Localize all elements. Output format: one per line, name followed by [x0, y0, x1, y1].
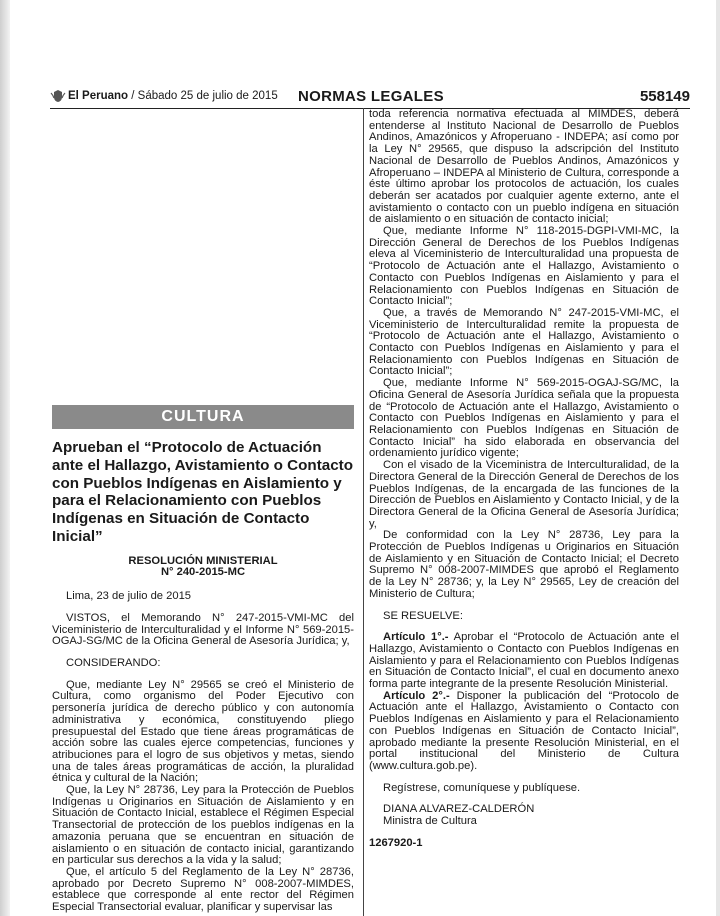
article-1 [369, 632, 679, 691]
section-band-cultura: CULTURA [52, 405, 354, 429]
publication-date: Sábado 25 de julio de 2015 [137, 90, 278, 102]
resolution-type: RESOLUCIÓN MINISTERIAL [128, 554, 278, 567]
page-header [50, 86, 690, 108]
publication-name: El Peruano [68, 90, 129, 102]
vistos-paragraph: VISTOS, el Memorando N° 247-2015-VMI-MC del Viceministerio de Interculturalidad y el Informe N° 569-2015-OGAJ-SG/MC de la Oficina General de Asesoría Jurídica; y, [52, 611, 354, 648]
considerando-paragraph-2: Que, la Ley N° 28736, Ley para la Protección de Pueblos Indígenas u Originarios en Situación de Aislamiento y en Situación de Contacto Inicial, establece el Régimen Especial Transectorial de protección de los pueblos indígenas en la amazonia peruana que se encuentran en situación de aislamiento o en situación de contacto inicial, garantizando en particular sus derechos a la vida y la salud; [52, 784, 354, 867]
article-2-label: Artículo 2°.- [383, 689, 450, 702]
considerando-heading: CONSIDERANDO: [66, 657, 161, 669]
signer-title: Ministra de Cultura [383, 815, 477, 828]
conformidad-paragraph: De conformidad con la Ley N° 28736, Ley para la Protección de Pueblos Indígenas u Originarios en Situación de Aislamiento y en Situación de Contacto Inicial; el Decreto Supremo N° 008-2007-MIMDES que aprobó el Reglamento de la Ley N° 28736; y, la Ley N° 29565, Ley de creación del Ministerio de Cultura; [369, 529, 679, 600]
article-1-label: Artículo 1°.- [383, 631, 449, 644]
considerando-paragraph-5: Que, a través de Memorando N° 247-2015-VMI-MC, el Viceministerio de Interculturalidad remite la propuesta de “Protocolo de Actuación ante el Hallazgo, Avistamiento o Contacto con Pueblos Indígenas en Aislamiento y para el Relacionamiento con Pueblos Indígenas en Situación de Contacto Inicial”; [369, 306, 679, 378]
se-resuelve-heading: SE RESUELVE: [383, 609, 463, 622]
page-right-edge [716, 0, 720, 916]
article-2 [369, 691, 679, 773]
place-date: Lima, 23 de julio de 2015 [66, 590, 192, 603]
closing-formula: Regístrese, comuníquese y publíquese. [383, 781, 581, 794]
considerando-paragraph-3: Que, el artículo 5 del Reglamento de la Ley N° 28736, aprobado por Decreto Supremo N° 008-2007-MIMDES, establece que corresponde al ente rector del Régimen Especial Transectorial evaluar, planificar y supervisar las [52, 865, 354, 914]
article-2-text: Disponer la publicación del “Protocolo de Actuación ante el Hallazgo, Avistamiento o Contacto con Pueblos Indígenas en Aislamiento y para el Relacionamiento con Pueblos Indígenas en Situación de Contacto Inicial”, aprobado mediante la presente Resolución Ministerial, en el portal institucional del Ministerio de Cultura (www.cultura.gob.pe). [369, 689, 680, 772]
page-left-shadow [0, 0, 10, 916]
publication-code: 1267920-1 [369, 836, 423, 849]
visado-paragraph: Con el visado de la Viceministra de Interculturalidad, de la Directora General de la Dirección General de Derechos de los Pueblos Indígenas, de la encargada de las funciones de la Dirección de Pueblos en Aislamiento y Contacto Inicial, y de la Directora General de la Oficina General de Asesoría Jurídica; y, [369, 459, 679, 530]
right-column [369, 109, 679, 849]
coat-of-arms-icon [50, 89, 66, 103]
considerando-paragraph-4: Que, mediante Informe N° 118-2015-DGPI-VMI-MC, la Dirección General de Derechos de los Pueblos Indígenas eleva al Viceministerio de Interculturalidad una propuesta de “Protocolo de Actuación ante el Hallazgo, Avistamiento o Contacto con Pueblos Indígenas en Aislamiento y para el Relacionamiento con Pueblos Indígenas en Situación de Contacto Inicial”; [369, 225, 679, 308]
considerando-paragraph-6: Que, mediante Informe N° 569-2015-OGAJ-SG/MC, la Oficina General de Asesoría Jurídica señala que la propuesta de “Protocolo de Actuación ante el Hallazgo, Avistamiento o Contacto con Pueblos Indígenas en Aislamiento y para el Relacionamiento con Pueblos Indígenas en Situación de Contacto Inicial” ha sido elaborada en observancia del ordenamiento jurídico vigente; [369, 377, 679, 460]
page-number: 558149 [639, 88, 690, 105]
resolution-number: N° 240-2015-MC [160, 566, 246, 579]
header-publication: El Peruano / Sábado 25 de julio de 2015 [68, 90, 278, 102]
resolution-heading [52, 556, 354, 579]
article-1-text: Aprobar el “Protocolo de Actuación ante el Hallazgo, Avistamiento o Contacto con Pueblos Indígenas en Aislamiento y para el Relacionamiento con Pueblos Indígenas en Situación de Contacto Inicial”, el cual en documento anexo forma parte integrante de la presente Resolución Ministerial. [369, 631, 679, 691]
document-title: Aprueban el “Protocolo de Actuación ante el Hallazgo, Avistamiento o Contacto con Pueblos Indígenas en Aislamiento y para el Relacionamiento con Pueblos Indígenas en Situación de Contacto Inicial” [52, 439, 353, 545]
considerando-paragraph-1: Que, mediante Ley N° 29565 se creó el Ministerio de Cultura, como organismo del Poder Ejecutivo con personería jurídica de derecho público y con autonomía administrativa y económica, constituyendo pliego presupuestal del Estado que tiene áreas programáticas de acción sobre las cuales ejerce competencias, funciones y atribuciones para el logro de sus objetivos y metas, siendo una de tales áreas programáticas de acción, la pluralidad étnica y cultural de la Nación; [52, 678, 354, 785]
column-divider [363, 108, 364, 916]
continued-paragraph: toda referencia normativa efectuada al MIMDES, deberá entenderse al Instituto Nacional de Desarrollo de Pueblos Andinos, Amazónicos y Afroperuano - INDEPA; así como por la Ley N° 29565, que dispuso la adscripción del Instituto Nacional de Desarrollo de Pueblos Andinos, Amazónicos y Afroperuano – INDEPA al Ministerio de Cultura, corresponde a éste último aprobar los protocolos de actuación, los cuales deberán ser acatados por cualquier agente externo, ante el avistamiento o contacto con un pueblo indígena en situación de aislamiento o en situación de contacto inicial; [369, 108, 679, 226]
section-title: NORMAS LEGALES [298, 88, 444, 105]
left-column [52, 405, 354, 914]
signer-name: DIANA ALVAREZ-CALDERÓN [383, 803, 535, 816]
